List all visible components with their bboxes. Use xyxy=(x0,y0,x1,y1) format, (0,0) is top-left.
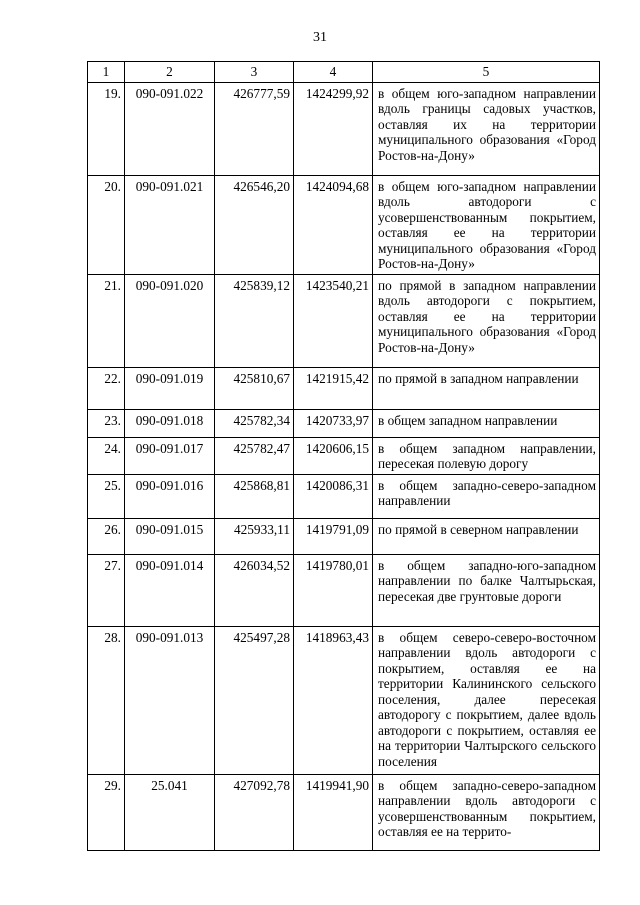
point-code-cell: 25.041 xyxy=(125,774,215,850)
point-code-cell: 090-091.016 xyxy=(125,474,215,518)
x-coordinate-cell: 425782,47 xyxy=(215,437,294,474)
boundary-description-cell: в общем западно-северо-западном направлении вдоль автодороги с усовершенствованным покрытием, оставляя ее на террито- xyxy=(373,774,600,850)
row-number-cell: 25. xyxy=(88,474,125,518)
point-code-cell: 090-091.021 xyxy=(125,175,215,274)
boundary-description-cell: по прямой в западном направлении xyxy=(373,367,600,409)
boundary-description-cell: в общем юго-западном направлении вдоль границы садовых участков, оставляя их на территории муниципального образования «Город Ростов-на-Дону» xyxy=(373,82,600,175)
point-code-cell: 090-091.014 xyxy=(125,554,215,626)
boundary-description-cell: в общем западно-юго-западном направлении по балке Чалтырьская, пересекая две грунтовые дороги xyxy=(373,554,600,626)
table-row xyxy=(88,274,600,367)
boundary-description-cell: по прямой в северном направлении xyxy=(373,518,600,554)
point-code-cell: 090-091.013 xyxy=(125,626,215,774)
x-coordinate-cell: 425782,34 xyxy=(215,409,294,437)
y-coordinate-cell: 1419780,01 xyxy=(294,554,373,626)
column-header-number: 1 xyxy=(88,62,125,83)
table-row xyxy=(88,437,600,474)
point-code-cell: 090-091.018 xyxy=(125,409,215,437)
boundary-description-cell: в общем северо-северо-восточном направлении вдоль автодороги с покрытием, оставляя ее на территории Калининского сельского поселения, далее пересекая автодорогу с покрытием, далее вдоль автодороги с покрытием, оставляя ее на территории Чалтырского сельского поселения xyxy=(373,626,600,774)
table-row xyxy=(88,774,600,850)
row-number-cell: 28. xyxy=(88,626,125,774)
x-coordinate-cell: 425497,28 xyxy=(215,626,294,774)
table-row xyxy=(88,474,600,518)
table-row xyxy=(88,175,600,274)
x-coordinate-cell: 426777,59 xyxy=(215,82,294,175)
table-row xyxy=(88,82,600,175)
boundary-description-cell: в общем западном направлении xyxy=(373,409,600,437)
x-coordinate-cell: 425868,81 xyxy=(215,474,294,518)
boundary-description-cell: в общем западно-северо-западном направлении xyxy=(373,474,600,518)
table-row xyxy=(88,367,600,409)
column-header-y: 4 xyxy=(294,62,373,83)
y-coordinate-cell: 1424094,68 xyxy=(294,175,373,274)
y-coordinate-cell: 1419791,09 xyxy=(294,518,373,554)
row-number-cell: 19. xyxy=(88,82,125,175)
y-coordinate-cell: 1420606,15 xyxy=(294,437,373,474)
table-row xyxy=(88,409,600,437)
x-coordinate-cell: 426546,20 xyxy=(215,175,294,274)
page-number: 31 xyxy=(313,30,327,45)
x-coordinate-cell: 426034,52 xyxy=(215,554,294,626)
boundary-coordinates-table xyxy=(87,61,600,851)
row-number-cell: 21. xyxy=(88,274,125,367)
y-coordinate-cell: 1420086,31 xyxy=(294,474,373,518)
y-coordinate-cell: 1421915,42 xyxy=(294,367,373,409)
row-number-cell: 27. xyxy=(88,554,125,626)
y-coordinate-cell: 1419941,90 xyxy=(294,774,373,850)
column-header-code: 2 xyxy=(125,62,215,83)
x-coordinate-cell: 425839,12 xyxy=(215,274,294,367)
table-row xyxy=(88,518,600,554)
boundary-description-cell: по прямой в западном направлении вдоль автодороги с покрытием, оставляя ее на территории муниципального образования «Город Ростов-на-Дону» xyxy=(373,274,600,367)
row-number-cell: 24. xyxy=(88,437,125,474)
table-row xyxy=(88,554,600,626)
point-code-cell: 090-091.019 xyxy=(125,367,215,409)
x-coordinate-cell: 427092,78 xyxy=(215,774,294,850)
row-number-cell: 29. xyxy=(88,774,125,850)
y-coordinate-cell: 1420733,97 xyxy=(294,409,373,437)
y-coordinate-cell: 1423540,21 xyxy=(294,274,373,367)
point-code-cell: 090-091.022 xyxy=(125,82,215,175)
table-row xyxy=(88,626,600,774)
point-code-cell: 090-091.017 xyxy=(125,437,215,474)
column-header-x: 3 xyxy=(215,62,294,83)
boundary-description-cell: в общем юго-западном направлении вдоль автодороги с усовершенствованным покрытием, оставляя ее на территории муниципального образования «Город Ростов-на-Дону» xyxy=(373,175,600,274)
row-number-cell: 23. xyxy=(88,409,125,437)
row-number-cell: 22. xyxy=(88,367,125,409)
y-coordinate-cell: 1424299,92 xyxy=(294,82,373,175)
point-code-cell: 090-091.015 xyxy=(125,518,215,554)
boundary-description-cell: в общем западном направлении, пересекая полевую дорогу xyxy=(373,437,600,474)
y-coordinate-cell: 1418963,43 xyxy=(294,626,373,774)
row-number-cell: 20. xyxy=(88,175,125,274)
row-number-cell: 26. xyxy=(88,518,125,554)
table-header-row xyxy=(88,62,600,83)
point-code-cell: 090-091.020 xyxy=(125,274,215,367)
column-header-description: 5 xyxy=(373,62,600,83)
x-coordinate-cell: 425933,11 xyxy=(215,518,294,554)
x-coordinate-cell: 425810,67 xyxy=(215,367,294,409)
